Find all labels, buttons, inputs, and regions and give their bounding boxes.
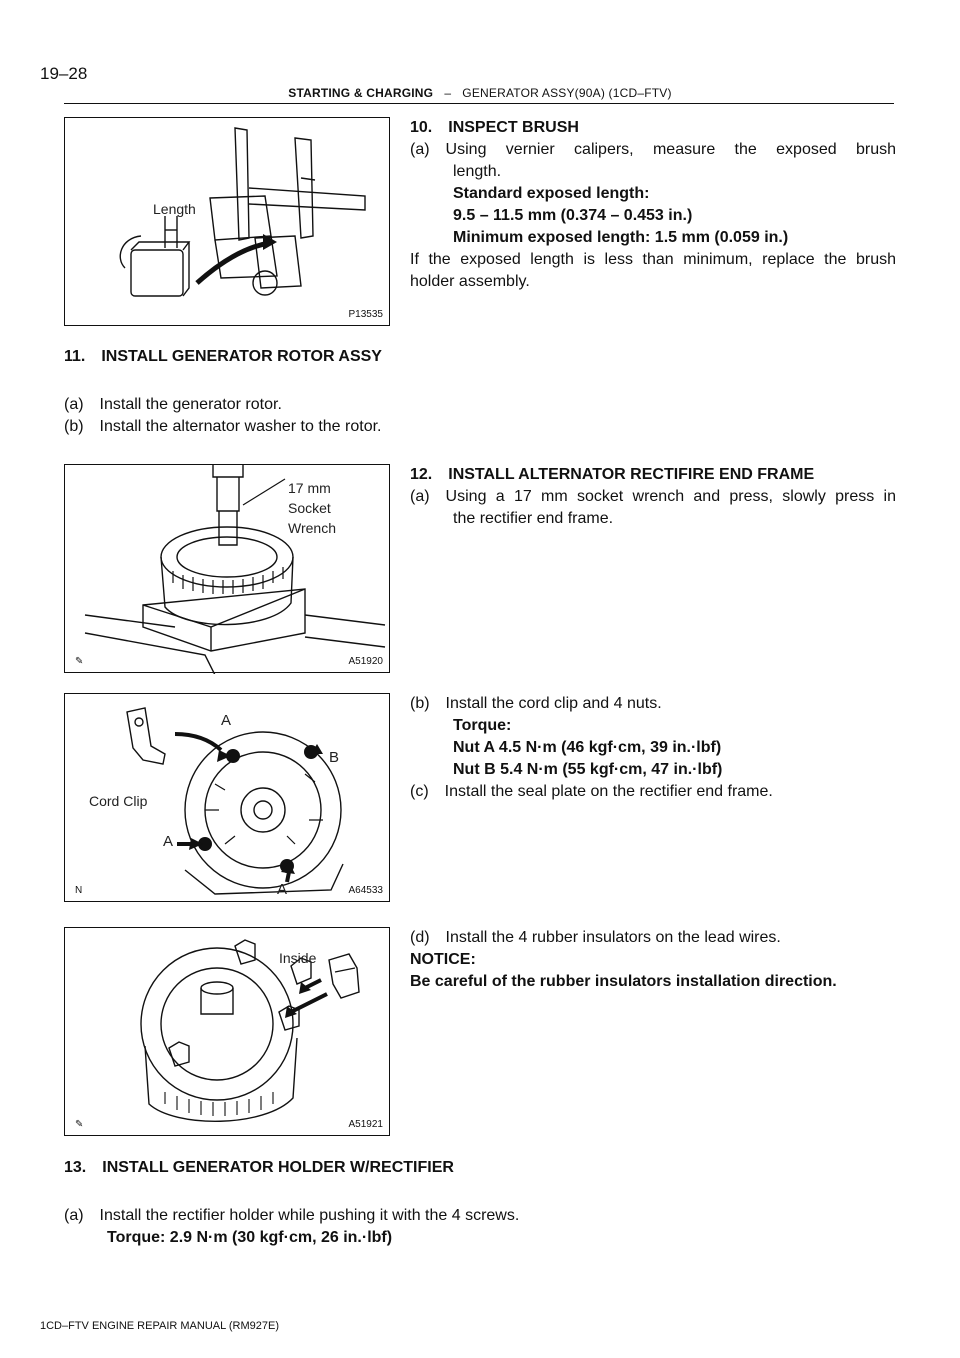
torque-label: Torque:: [453, 717, 512, 734]
notice-label: NOTICE:: [410, 951, 476, 968]
step-12a: (a) Using a 17 mm socket wrench and press, slowly press in: [410, 488, 896, 505]
figure-brush-length: [64, 117, 390, 326]
page-number: 19–28: [40, 64, 88, 83]
header-rule: [64, 103, 894, 104]
figure-cord-clip-nuts: [64, 693, 390, 902]
step-10a-cont: length.: [453, 163, 502, 180]
figure-mark-icon: ✎: [75, 656, 84, 667]
step-12b: (b) Install the cord clip and 4 nuts.: [410, 695, 662, 712]
brush-caliper-illustration: [65, 118, 391, 327]
step-13-title: 13. INSTALL GENERATOR HOLDER W/RECTIFIER: [64, 1159, 454, 1176]
std-length-label: Standard exposed length:: [453, 185, 650, 202]
step-12-title: 12. INSTALL ALTERNATOR RECTIFIRE END FRAME: [410, 466, 815, 483]
label-socket: Socket: [288, 500, 331, 516]
step-10-note: If the exposed length is less than minimum, replace the brush: [410, 251, 896, 268]
step-12d: (d) Install the 4 rubber insulators on the lead wires.: [410, 929, 781, 946]
label-nut-a-top: A: [221, 712, 232, 729]
subsection-title: GENERATOR ASSY(90A) (1CD–FTV): [462, 86, 672, 100]
step-11-title: 11. INSTALL GENERATOR ROTOR ASSY: [64, 348, 382, 365]
label-wrench: Wrench: [288, 520, 336, 536]
figure-code: A51920: [348, 656, 383, 667]
section-title: STARTING & CHARGING: [288, 86, 434, 100]
notice-text: Be careful of the rubber insulators installation direction.: [410, 973, 837, 990]
label-nut-a-bottom: A: [277, 881, 288, 898]
label-length: Length: [153, 201, 196, 217]
label-17mm: 17 mm: [288, 480, 331, 496]
torque-nut-a: Nut A 4.5 N·m (46 kgf·cm, 39 in.·lbf): [453, 739, 722, 756]
footer: 1CD–FTV ENGINE REPAIR MANUAL (RM927E): [40, 1320, 279, 1332]
std-length-value: 9.5 – 11.5 mm (0.374 – 0.453 in.): [453, 207, 693, 224]
step-12c: (c) Install the seal plate on the rectifier end frame.: [410, 783, 773, 800]
step-10-title: 10. INSPECT BRUSH: [410, 119, 579, 136]
step-11b: (b) Install the alternator washer to the rotor.: [64, 418, 382, 435]
step-12a-cont: the rectifier end frame.: [453, 510, 614, 527]
step-10a: (a) Using vernier calipers, measure the exposed brush: [410, 141, 896, 158]
header-dash: –: [444, 86, 452, 100]
torque-nut-b: Nut B 5.4 N·m (55 kgf·cm, 47 in.·lbf): [453, 761, 723, 778]
step-11a: (a) Install the generator rotor.: [64, 396, 282, 413]
step-13-torque: Torque: 2.9 N·m (30 kgf·cm, 26 in.·lbf): [107, 1229, 393, 1246]
running-header: [0, 86, 960, 100]
min-length: Minimum exposed length: 1.5 mm (0.059 in.): [453, 229, 789, 246]
figure-code: A64533: [348, 885, 383, 896]
label-nut-b: B: [329, 749, 340, 766]
step-10-note-cont: holder assembly.: [410, 273, 530, 290]
figure-mark-icon: ✎: [75, 1119, 84, 1130]
figure-code: A51921: [348, 1119, 383, 1130]
figure-rubber-insulators: [64, 927, 390, 1136]
press-illustration: [65, 465, 391, 674]
label-nut-a-left: A: [163, 833, 174, 850]
figure-code: P13535: [348, 309, 383, 320]
figure-press-end-frame: [64, 464, 390, 673]
insulator-illustration: [65, 928, 391, 1137]
label-inside: Inside: [279, 950, 317, 966]
figure-mark: N: [75, 885, 83, 896]
step-13a: (a) Install the rectifier holder while pushing it with the 4 screws.: [64, 1207, 520, 1224]
label-cord-clip: Cord Clip: [89, 793, 148, 809]
